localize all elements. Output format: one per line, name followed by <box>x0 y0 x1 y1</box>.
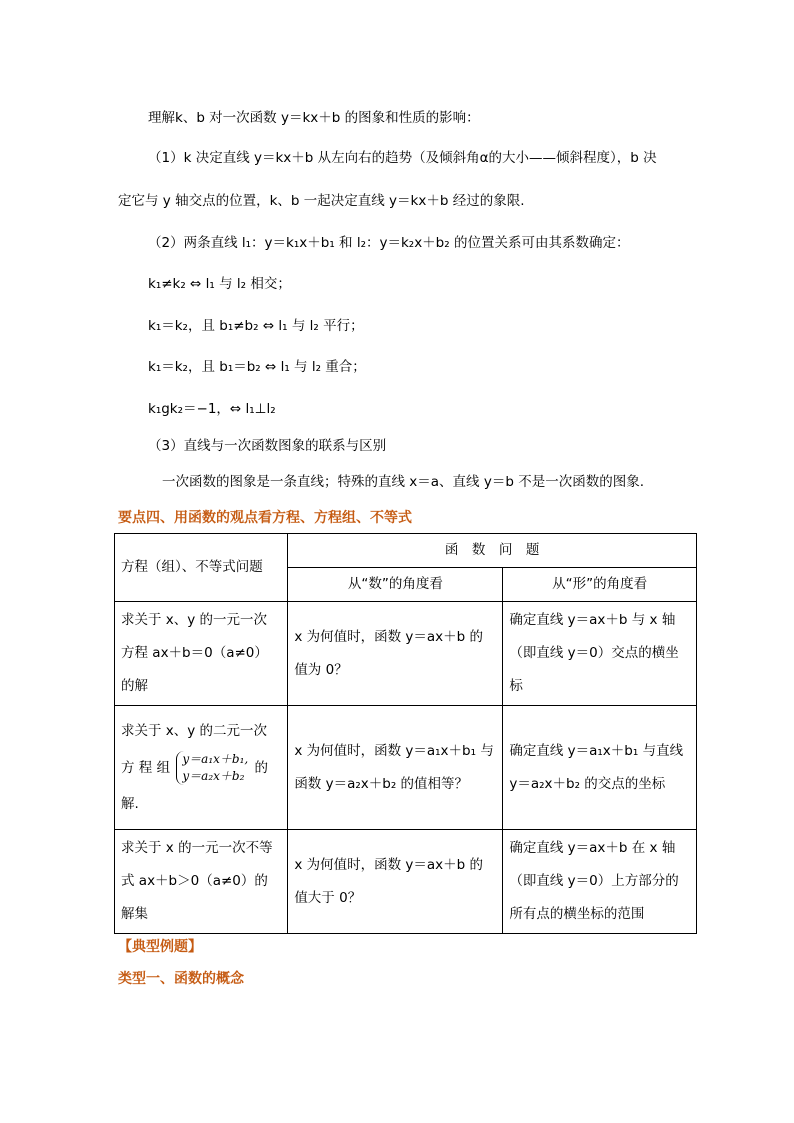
text-line-point-1a: （1）k 决定直线 y＝kx＋b 从左向右的趋势（及倾斜角α的大小——倾斜程度），b 决 <box>148 150 657 166</box>
row1-graphic-line3: 标 <box>509 678 523 694</box>
row2-graphic <box>503 706 697 830</box>
equation-2: y＝a₂x＋b₂ <box>182 768 245 783</box>
row3-problem-line2: 式 ax＋b＞0（a≠0）的 <box>121 873 268 889</box>
row1-graphic-line1: 确定直线 y＝ax＋b 与 x 轴 <box>509 612 676 628</box>
header-problem: 方程（组）、不等式问题 <box>115 534 288 602</box>
row3-graphic-line2: （即直线 y＝0）上方部分的 <box>509 873 679 889</box>
row2-system-label: 方 程 组 <box>121 759 171 776</box>
row3-problem-line3: 解集 <box>121 906 148 922</box>
row2-numeric-line1: x 为何值时，函数 y＝a₁x＋b₁ 与 <box>294 742 494 759</box>
row2-numeric-line2: 函数 y＝a₂x＋b₂ 的值相等？ <box>294 775 469 792</box>
header-numeric-view: 从“数”的角度看 <box>288 568 503 602</box>
row2-graphic-line2: y＝a₂x＋b₂ 的交点的坐标 <box>509 775 666 792</box>
text-line-point-3: （3）直线与一次函数图象的联系与区别 <box>148 438 387 454</box>
row1-numeric <box>288 602 503 706</box>
text-line-note: 一次函数的图象是一条直线；特殊的直线 x＝a、直线 y＝b 不是一次函数的图象. <box>162 474 644 490</box>
header-graphic-view: 从“形”的角度看 <box>503 568 697 602</box>
row2-system-suffix: 的 <box>254 759 269 776</box>
row3-numeric-line2: 值大于 0？ <box>294 889 362 906</box>
row1-problem-line1: 求关于 x、y 的一元一次 <box>121 612 268 628</box>
row2-graphic-line1: 确定直线 y＝a₁x＋b₁ 与直线 <box>509 742 684 759</box>
text-line-point-1b: 定它与 y 轴交点的位置，k、b 一起决定直线 y＝kx＋b 经过的象限. <box>118 193 525 209</box>
row3-graphic-line3: 所有点的横坐标的范围 <box>509 906 645 922</box>
row3-problem <box>115 830 288 934</box>
row3-problem-line1: 求关于 x 的一元一次不等 <box>121 840 273 856</box>
example-heading: 【典型例题】 <box>118 939 202 955</box>
row3-numeric <box>288 830 503 934</box>
header-function: 函 数 问 题 <box>288 534 697 568</box>
text-line-intersect: k₁≠k₂ ⇔ l₁ 与 l₂ 相交； <box>148 276 291 292</box>
row2-problem-line3: 解. <box>121 795 139 812</box>
text-line-perpendicular: k₁gk₂＝−1，⇔ l₁⊥l₂ <box>148 401 276 417</box>
row1-graphic <box>503 602 697 706</box>
text-line-coincide: k₁＝k₂，且 b₁＝b₂ ⇔ l₁ 与 l₂ 重合； <box>148 359 366 375</box>
row1-problem-line2: 方程 ax＋b＝0（a≠0） <box>121 645 268 661</box>
row1-graphic-line2: （即直线 y＝0）交点的横坐 <box>509 645 679 661</box>
equation-system <box>176 751 248 785</box>
type-heading: 类型一、函数的概念 <box>118 971 244 987</box>
row2-problem-line2 <box>121 748 281 788</box>
row1-problem-line3: 的解 <box>121 678 148 694</box>
row1-numeric-line1: x 为何值时，函数 y＝ax＋b 的 <box>294 628 483 645</box>
row3-graphic-line1: 确定直线 y＝ax＋b 在 x 轴 <box>509 840 676 856</box>
row2-problem <box>115 706 288 830</box>
equation-1: y＝a₁x＋b₁, <box>182 751 249 766</box>
row1-problem <box>115 602 288 706</box>
comparison-table <box>114 533 697 934</box>
row2-problem-line1: 求关于 x、y 的二元一次 <box>121 722 268 739</box>
section-heading: 要点四、用函数的观点看方程、方程组、不等式 <box>118 510 412 526</box>
row3-graphic <box>503 830 697 934</box>
text-line-point-2: （2）两条直线 l₁：y＝k₁x＋b₁ 和 l₂：y＝k₂x＋b₂ 的位置关系可由其系数确定： <box>148 235 630 251</box>
row3-numeric-line1: x 为何值时，函数 y＝ax＋b 的 <box>294 856 483 873</box>
text-line-parallel: k₁＝k₂，且 b₁≠b₂ ⇔ l₁ 与 l₂ 平行； <box>148 318 364 334</box>
text-line-intro: 理解k、b 对一次函数 y＝kx＋b 的图象和性质的影响： <box>148 110 480 126</box>
row2-numeric <box>288 706 503 830</box>
row1-numeric-line2: 值为 0？ <box>294 661 348 678</box>
